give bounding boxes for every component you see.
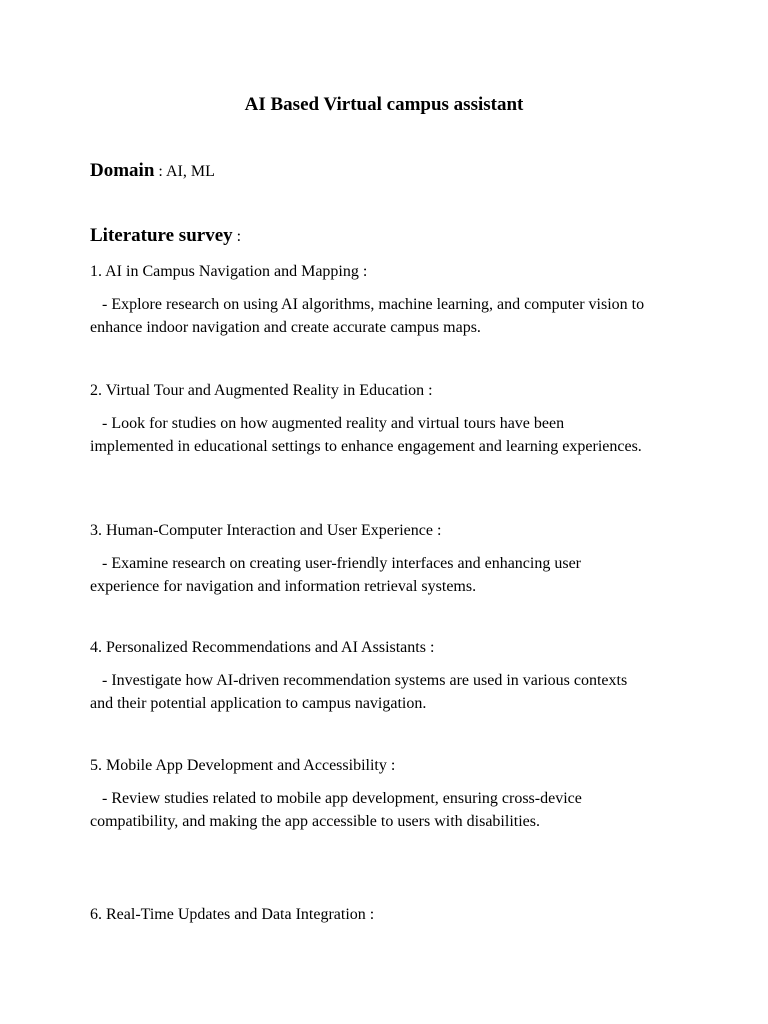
- survey-item-body: - Look for studies on how augmented reality and virtual tours have been implemented in educational settings to enhance engagement and learning experiences.: [90, 415, 642, 455]
- survey-item-2: [90, 380, 650, 458]
- survey-item-heading: 1. AI in Campus Navigation and Mapping :: [90, 263, 368, 280]
- survey-item-heading: 3. Human-Computer Interaction and User Experience :: [90, 522, 442, 539]
- literature-survey-label: Literature survey: [90, 225, 233, 246]
- survey-item-5: [90, 755, 650, 833]
- survey-item-body: - Examine research on creating user-friendly interfaces and enhancing user experience for navigation and information retrieval systems.: [90, 555, 582, 595]
- survey-item-body: - Review studies related to mobile app development, ensuring cross-device compatibility, and making the app accessible to users with disabilities.: [90, 790, 582, 830]
- document-title: AI Based Virtual campus assistant: [244, 94, 524, 115]
- survey-item-3: [90, 520, 650, 598]
- survey-item-body: - Explore research on using AI algorithms, machine learning, and computer vision to enhance indoor navigation and create accurate campus maps.: [90, 296, 645, 336]
- literature-survey-suffix: :: [232, 228, 242, 245]
- survey-item-heading: 6. Real-Time Updates and Data Integration :: [90, 906, 375, 923]
- survey-item-4: [90, 637, 650, 715]
- domain-line: [90, 160, 215, 182]
- survey-item-heading: 4. Personalized Recommendations and AI Assistants :: [90, 639, 435, 656]
- survey-item-1: [90, 261, 650, 339]
- survey-item-heading: 5. Mobile App Development and Accessibility :: [90, 757, 396, 774]
- survey-item-body: - Investigate how AI-driven recommendation systems are used in various contexts and their potential application to campus navigation.: [90, 672, 628, 712]
- literature-survey-heading: [90, 225, 241, 247]
- domain-label: Domain: [90, 160, 155, 181]
- survey-item-heading: 2. Virtual Tour and Augmented Reality in Education :: [90, 382, 433, 399]
- survey-item-6: [90, 904, 650, 926]
- domain-value: : AI, ML: [154, 163, 215, 180]
